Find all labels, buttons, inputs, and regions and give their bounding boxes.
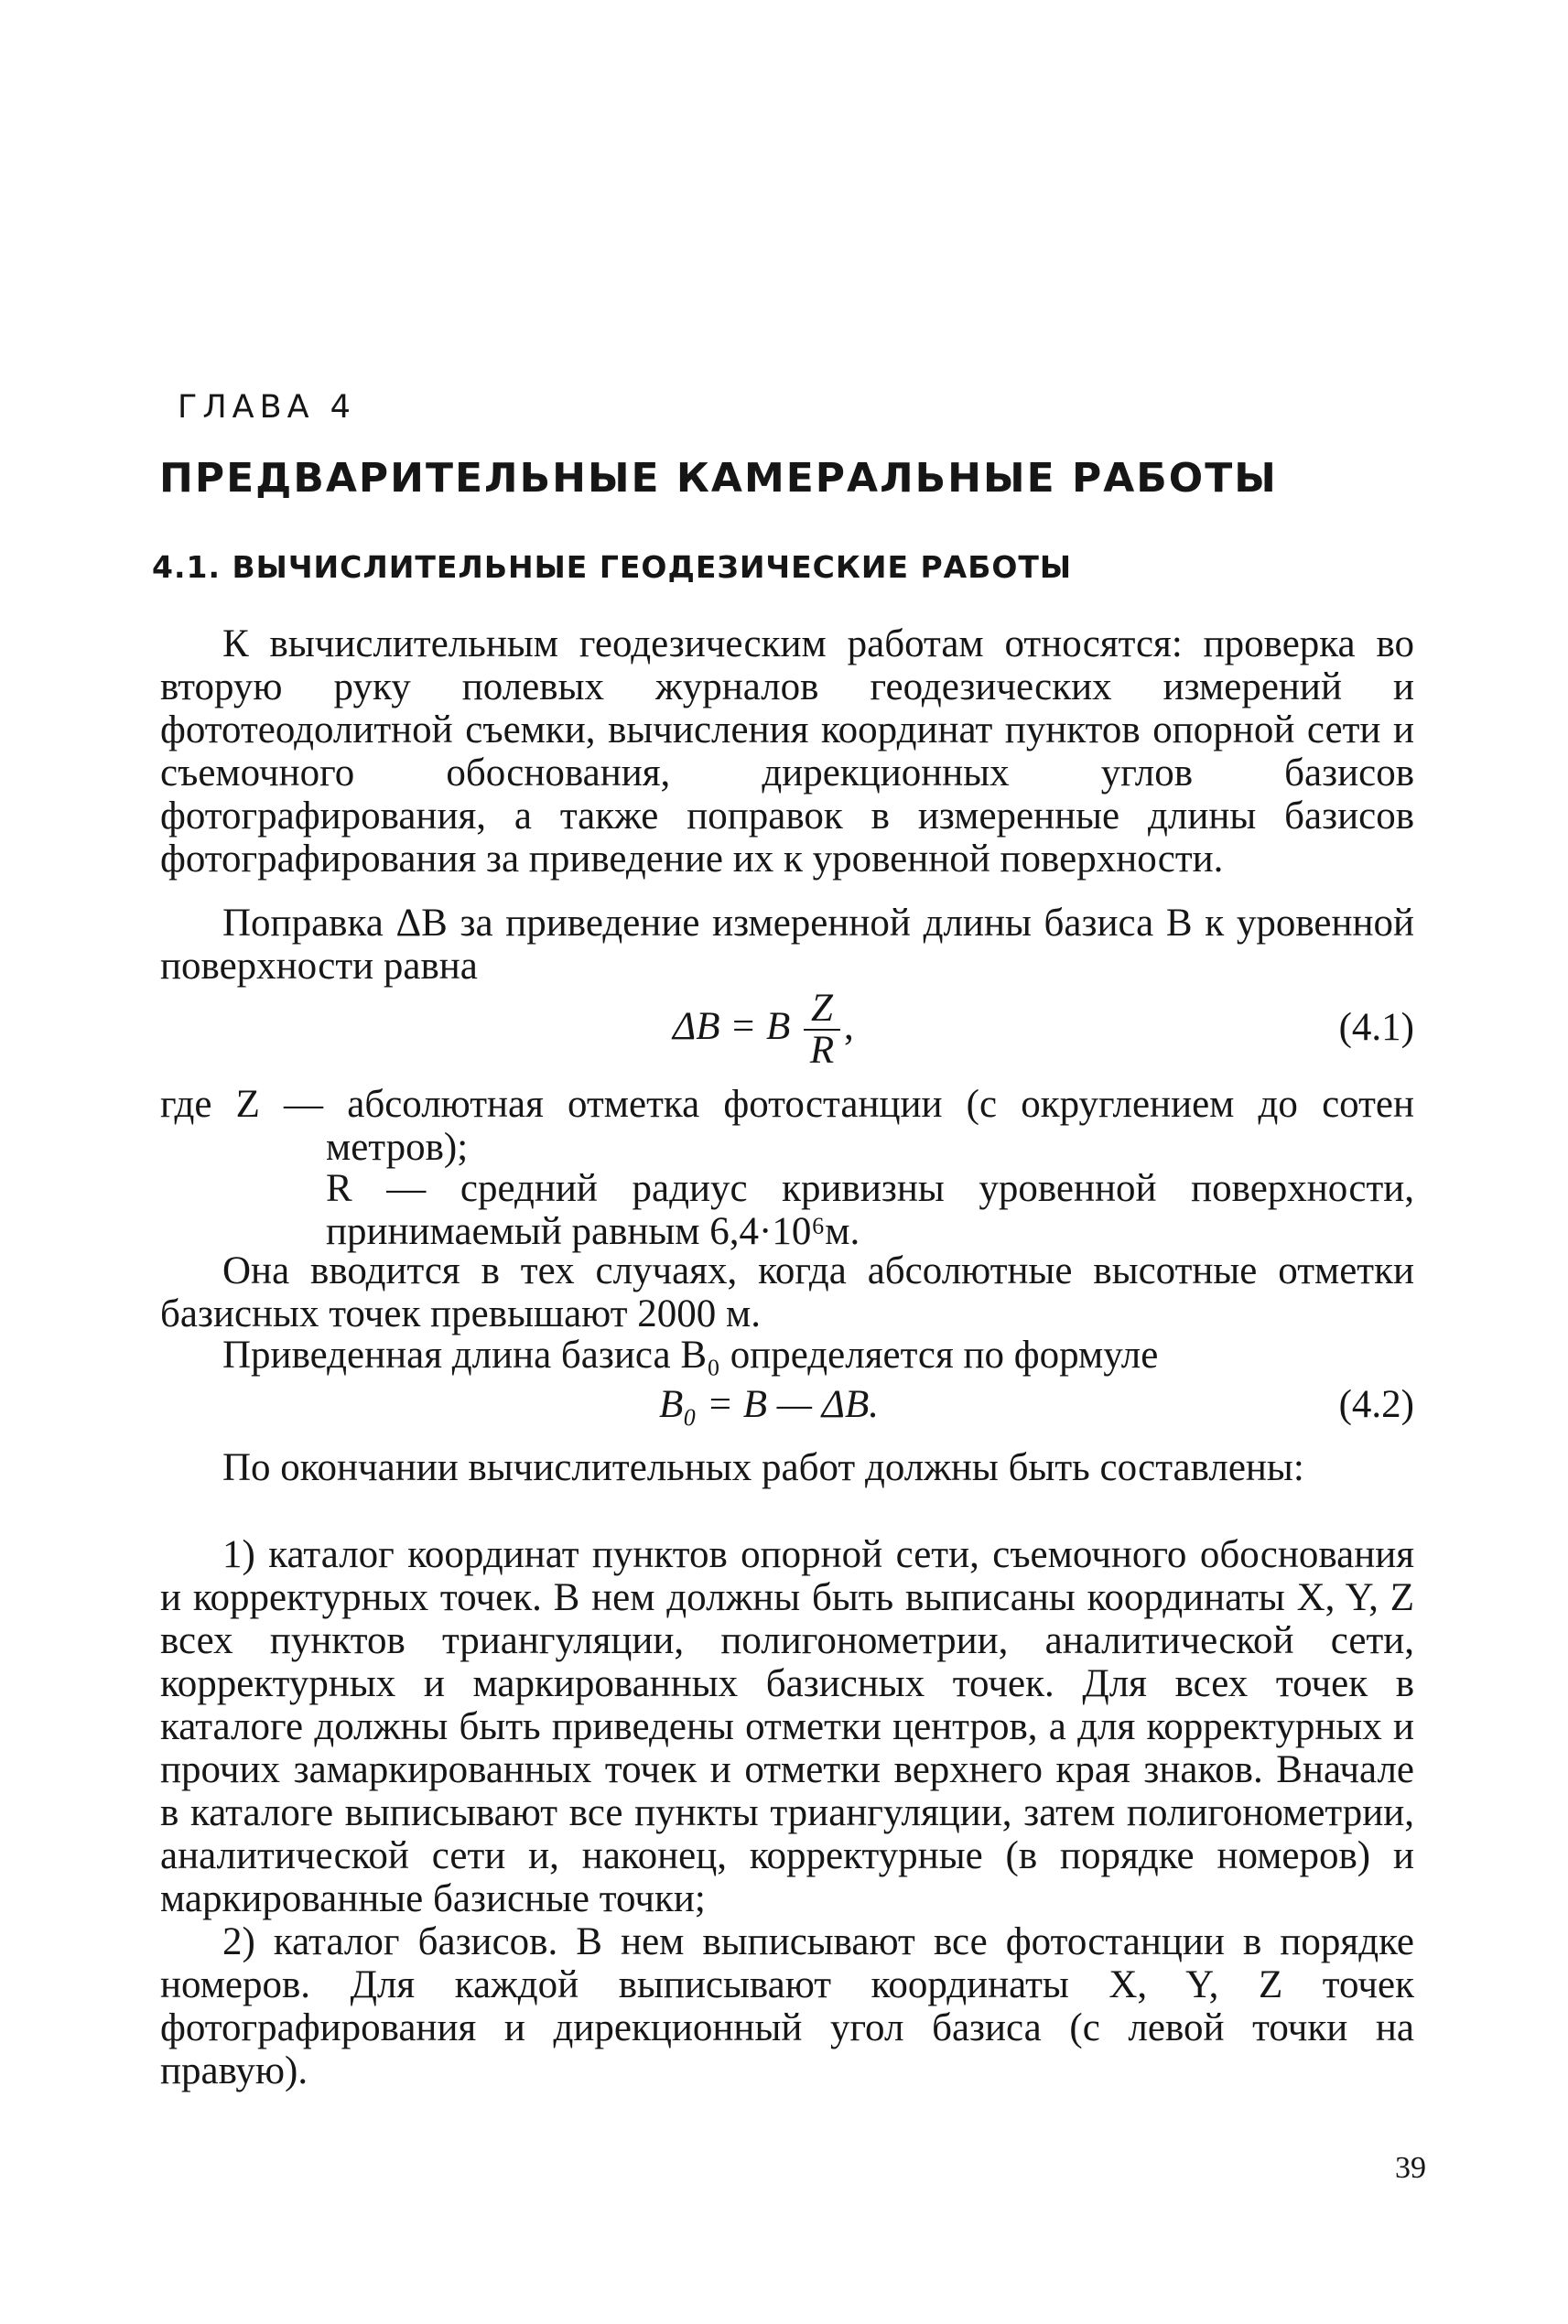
paragraph-condition: Она вводится в тех случаях, когда абсолютные высотные отметки базисных точек превышают 2000 м. <box>160 1249 1414 1335</box>
equation-number: (4.1) <box>1338 1006 1414 1049</box>
paragraph-outputs: По окончании вычислительных работ должны быть составлены: <box>222 1446 1304 1489</box>
paragraph-correction: Поправка ΔB за приведение измеренной длины базиса B к уровенной поверхности равна <box>160 902 1414 988</box>
equation-number: (4.2) <box>1338 1383 1414 1426</box>
fraction-numerator: Z <box>804 989 840 1031</box>
paragraph-intro: К вычислительным геодезическим работам относятся: проверка во вторую руку полевых журналов геодезических измерений и фототеодолитной съемки, вычисления координат пунктов опорной сети и съемочного обоснования, дирекционных углов базисов фотографирования, а также поправок в измеренные длины базисов фотографирования за приведение их к уровенной поверхности. <box>160 622 1414 881</box>
page-number: 39 <box>1395 2151 1426 2185</box>
equation-4-1 <box>160 979 1414 1080</box>
definition-r: R — средний радиус кривизны уровенной поверхности, принимаемый равным 6,4·10⁶м. <box>326 1167 1414 1253</box>
chapter-label: ГЛАВА 4 <box>178 389 356 426</box>
list-item-catalog-coordinates: 1) каталог координат пунктов опорной сети, съемочного обоснования и корректурных точек. В нем должны быть выписаны координаты X, Y, Z всех пунктов триангуляции, полигонометрии, аналитической сети, корректурных и маркированных базисных точек. Для всех точек в каталоге должны быть приведены отметки центров, а для корректурных и прочих замаркированных точек и отметки верхнего края знаков. Вначале в каталоге выписывают все пункты триангуляции, затем полигонометрии, аналитической сети и, наконец, корректурные (в порядке номеров) и маркированные базисные точки; <box>160 1533 1414 1920</box>
section-title: 4.1. ВЫЧИСЛИТЕЛЬНЫЕ ГЕОДЕЗИЧЕСКИЕ РАБОТЫ <box>152 549 1073 585</box>
equation-trail: , <box>843 1004 854 1048</box>
fraction-denominator: R <box>809 1029 835 1072</box>
equation-lhs: ΔB = B <box>673 1004 791 1048</box>
chapter-title: ПРЕДВАРИТЕЛЬНЫЕ КАМЕРАЛЬНЫЕ РАБОТЫ <box>159 455 1278 502</box>
list-item-catalog-bases: 2) каталог базисов. В нем выписывают все фотостанции в порядке номеров. Для каждой выписывают координаты X, Y, Z точек фотографирования и дирекционный угол базиса (с левой точки на правую). <box>160 1920 1414 2092</box>
fraction <box>804 989 840 1071</box>
definition-z: где Z — абсолютная отметка фотостанции (с округлением до сотен метров); <box>160 1083 1414 1169</box>
equation-body: B₀ = B — ΔB. <box>659 1383 879 1426</box>
paragraph-reduced-length: Приведенная длина базиса B₀ определяется по формуле <box>222 1334 1159 1377</box>
equation-body <box>673 989 854 1071</box>
equation-4-2 <box>160 1382 1414 1437</box>
